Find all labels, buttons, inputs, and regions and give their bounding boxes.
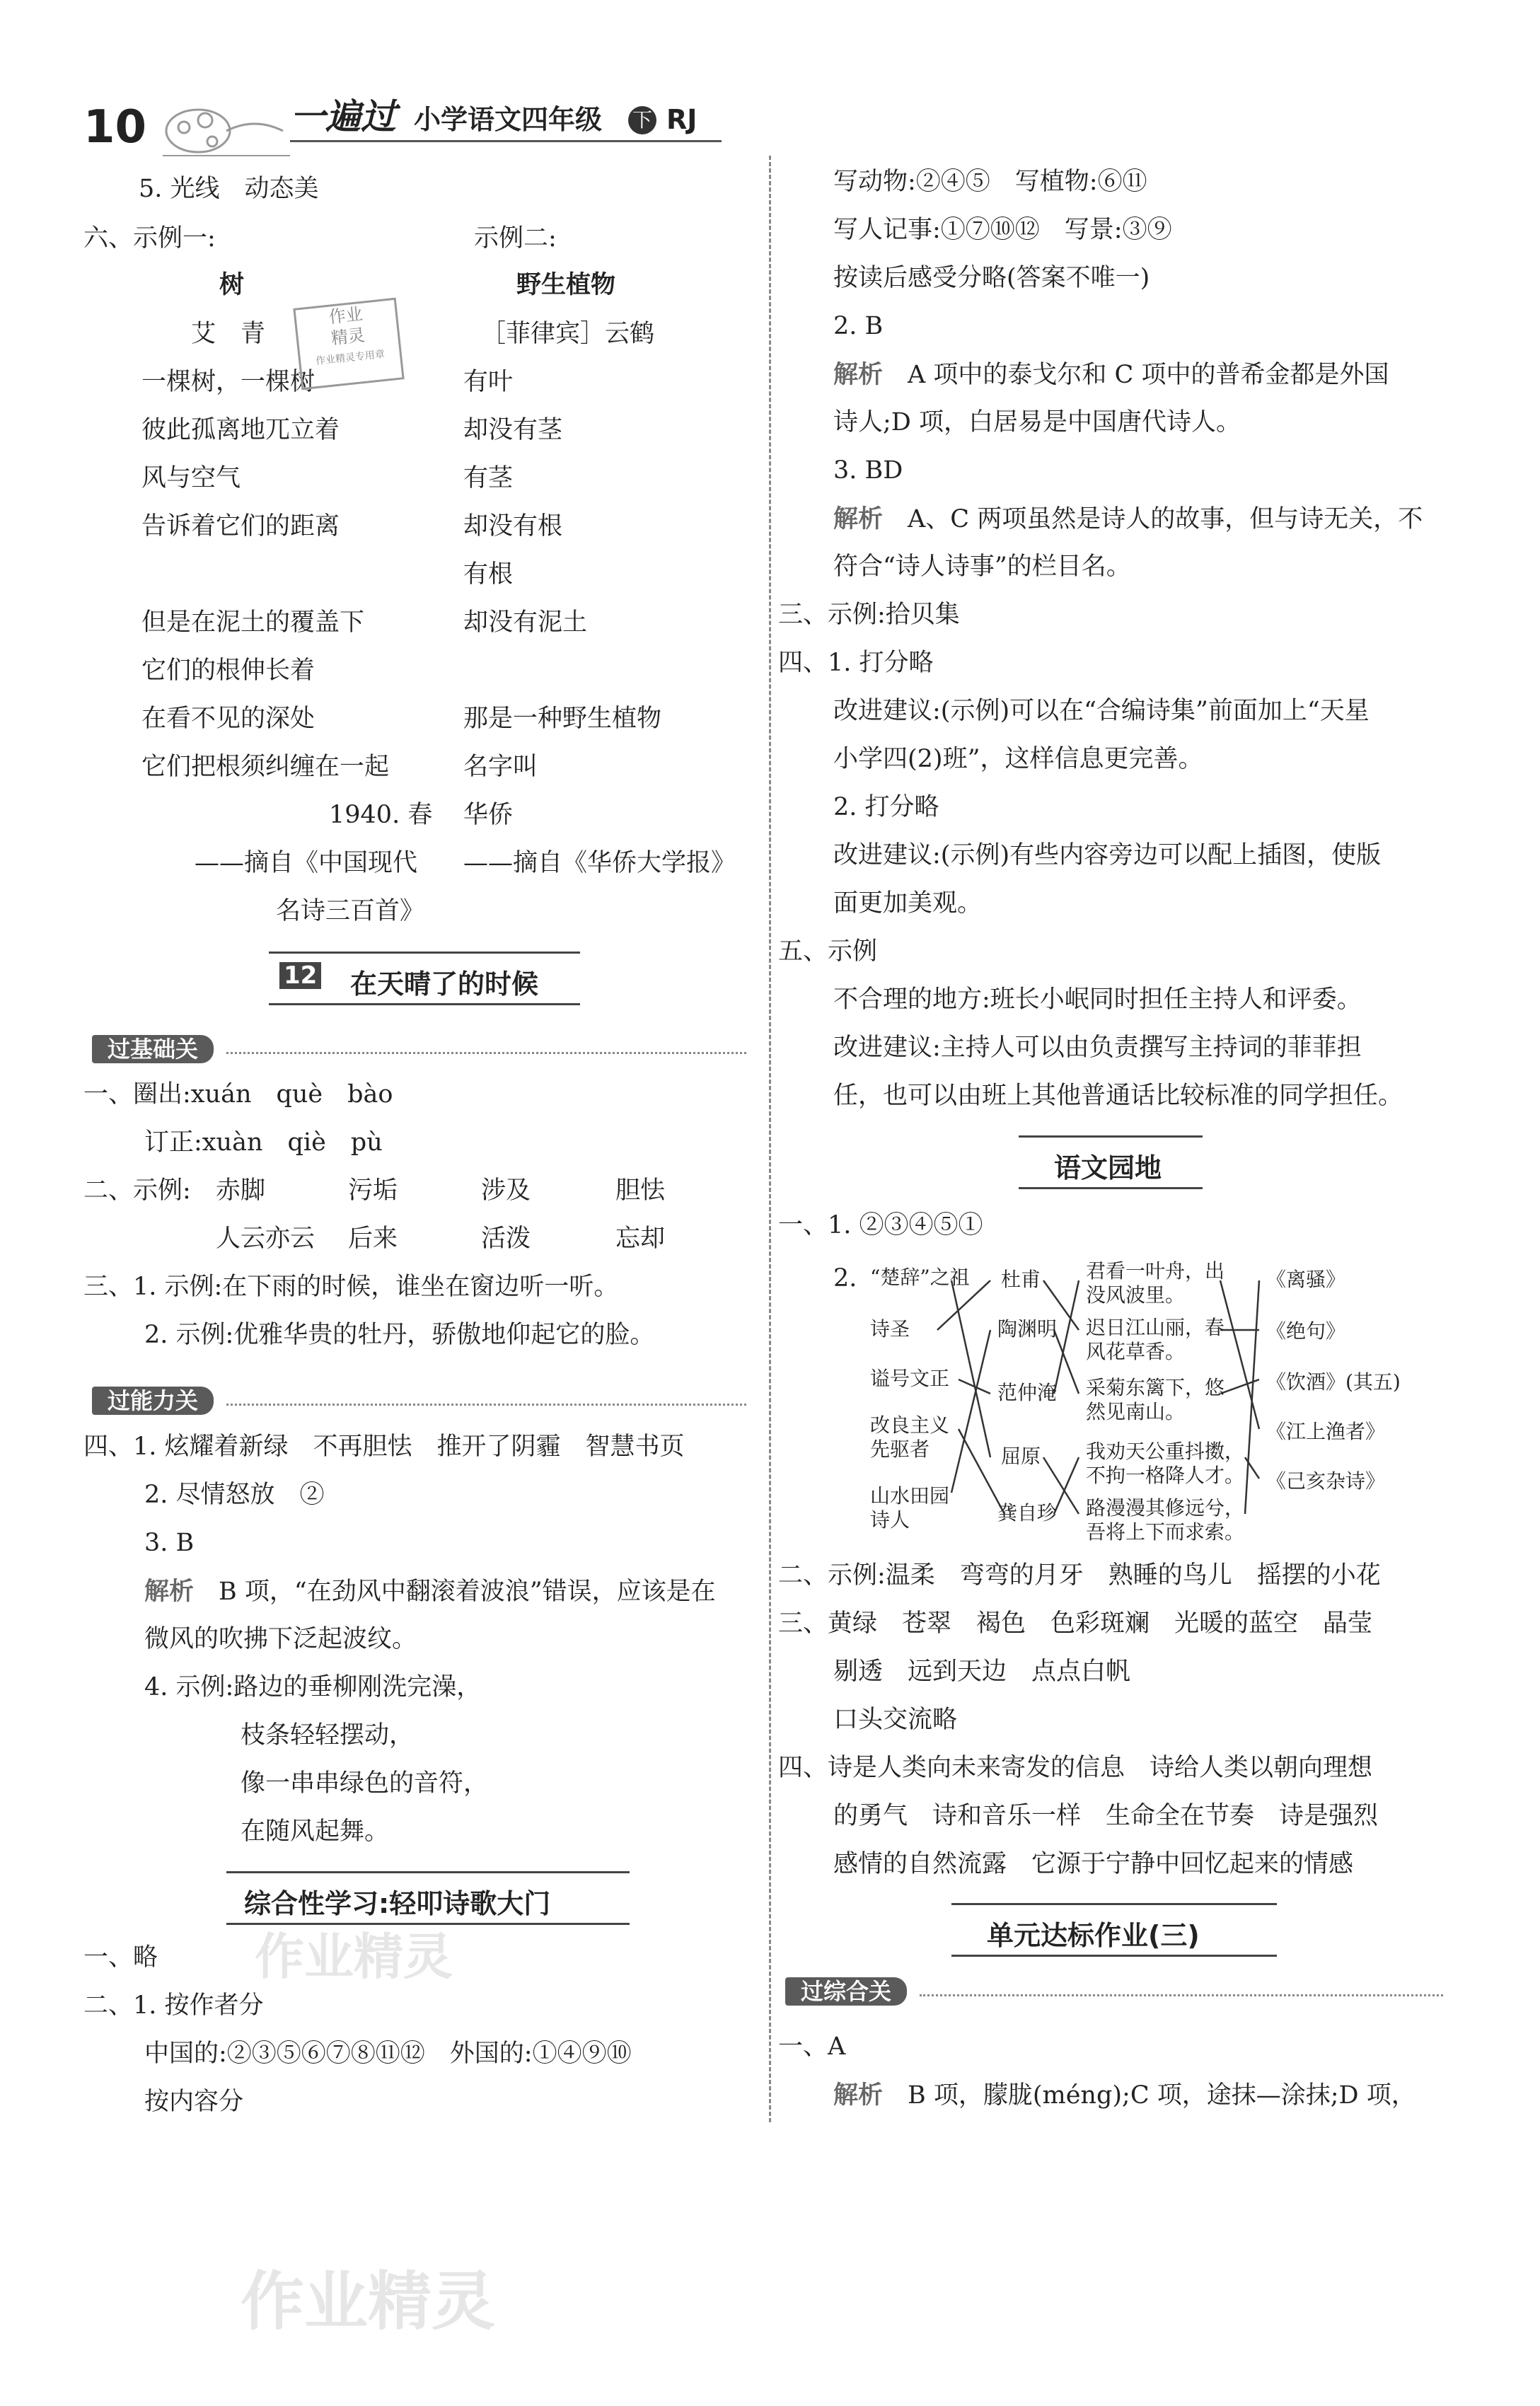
poem2-line: 名字叫 [463,753,538,781]
answer-label: 二、示例: [83,1176,191,1205]
answer-line: 改进建议:(示例)可以在“合编诗集”前面加上“天星 [833,697,1370,725]
answer-line: 中国的:②③⑤⑥⑦⑧⑪⑫ 外国的:①④⑨⑩ [144,2040,632,2068]
match-work: 《己亥杂诗》 [1266,1469,1386,1493]
answer-line: 三、黄绿 苍翠 褐色 色彩斑斓 光暖的蓝空 晶莹 [778,1609,1373,1638]
analysis-line: 诗人;D 项，白居易是中国唐代诗人。 [833,408,1241,436]
answer-line: 三、示例:拾贝集 [778,601,960,629]
answer-line: 改进建议:(示例)有些内容旁边可以配上插图，使版 [833,841,1382,869]
match-work: 《离骚》 [1266,1268,1346,1291]
poem1-source: ——摘自《中国现代 [195,849,418,877]
stamp-text: 作业 [328,303,364,328]
stamp-text: 作业精灵专用章 [315,348,386,367]
answer-line: 按读后感受分略(答案不唯一) [833,264,1150,292]
poem2-source: ——摘自《华侨大学报》 [463,849,736,877]
poem2-line: 华侨 [463,801,514,829]
section-title: 单元达标作业(三) [987,1920,1200,1951]
subject-title: 小学语文四年级 [414,104,603,135]
answer-5: 5. 光线 动态美 [139,175,319,203]
band-dots [226,1052,746,1054]
stamp-text: 精灵 [330,325,366,349]
poem2-line: 有叶 [463,368,514,396]
word-item: 活泼 [481,1225,531,1253]
answer-line: 四、1. 打分略 [778,649,934,677]
answer-line: 像一串串绿色的音符， [241,1769,489,1798]
answer-line: 不合理的地方:班长小岷同时担任主持人和评委。 [833,985,1362,1014]
analysis-line [833,2083,1416,2108]
poem2-line: 有茎 [463,464,514,492]
watermark: 作业精灵 [255,1927,453,1986]
answer-line: 面更加美观。 [833,889,983,918]
poem1-line: 但是在泥土的覆盖下 [141,608,365,637]
match-term: “楚辞”之祖 [870,1266,970,1289]
poem1-source: 名诗三百首》 [276,897,425,925]
word-item: 污垢 [348,1176,398,1205]
poem2-line: 却没有茎 [463,416,563,444]
match-poet: 陶渊明 [997,1317,1058,1341]
match-verse: 路漫漫其修远兮，吾将上下而求索。 [1086,1496,1245,1544]
answer-line: 4. 示例:路边的垂柳刚洗完澡， [144,1673,482,1701]
band-label: 过综合关 [785,1977,907,2006]
word-item: 人云亦云 [216,1225,315,1253]
section-title: 综合性学习:轻叩诗歌大门 [244,1888,551,1919]
poem1-line: 彼此孤离地兀立着 [141,416,340,444]
answer-line: 枝条轻轻摆动， [241,1721,415,1749]
poem2-title: 野生植物 [516,270,616,299]
word-item: 赤脚 [216,1176,266,1205]
match-verse: 我劝天公重抖擞，不拘一格降人才。 [1086,1440,1245,1487]
answer-line: 二、示例:温柔 弯弯的月牙 熟睡的鸟儿 摇摆的小花 [778,1561,1381,1590]
match-verse: 君看一叶舟，出没风波里。 [1086,1259,1225,1307]
match-term: 谥号文正 [870,1367,950,1390]
poem2-line: 那是一种野生植物 [463,705,662,733]
answer-line: 写人记事:①⑦⑩⑫ 写景:③⑨ [833,216,1172,244]
band-dots [920,1994,1443,1996]
answer-line: 3. B [144,1529,195,1557]
answer-line: 2. 打分略 [833,793,939,821]
poem2-author: ［菲律宾］云鹤 [481,320,655,348]
poem1-author: 艾 青 [191,320,266,348]
poem1-line: 它们把根须纠缠在一起 [141,753,390,781]
answer-line: 感情的自然流露 它源于宁静中回忆起来的情感 [833,1850,1354,1878]
match-poet: 龚自珍 [997,1501,1058,1525]
answer-line: 3. BD [833,456,903,485]
analysis-label: 解析 [833,360,884,389]
answer-line: 五、示例 [778,937,878,966]
match-work: 《江上渔者》 [1266,1420,1386,1443]
match-work: 《绝句》 [1266,1319,1346,1343]
poem1-line: 告诉着它们的距离 [141,512,340,540]
match-term: 诗圣 [870,1317,910,1341]
match-verse: 采菊东篱下，悠然见南山。 [1086,1376,1225,1423]
analysis-line [833,362,1389,388]
answer-line: 按内容分 [144,2088,244,2116]
band-label: 过基础关 [92,1035,214,1063]
answer-line: 四、诗是人类向未来寄发的信息 诗给人类以朝向理想 [778,1754,1373,1782]
lesson-number: 12 [279,962,321,989]
answer-line: 一、略 [83,1943,158,1972]
header-decoration-icon [156,88,297,166]
matching-diagram [863,1259,1401,1556]
answer-line: 的勇气 诗和音乐一样 生命全在节奏 诗是强烈 [833,1802,1379,1830]
page-number: 10 [83,101,147,154]
analysis-line: 符合“诗人诗事”的栏目名。 [833,553,1131,581]
poem1-line: 它们的根伸长着 [141,657,315,685]
match-poet: 范仲淹 [997,1381,1058,1404]
match-work: 《饮酒》(其五) [1266,1370,1401,1394]
edition-label: RJ [666,104,697,135]
section-band-basic [92,1035,746,1063]
section-band-ability [92,1387,746,1415]
answer-line: 2. 尽情怒放 ② [144,1481,325,1509]
analysis-label: 解析 [144,1577,195,1606]
match-verse: 迟日江山丽，春风花草香。 [1086,1316,1225,1363]
answer-line: 剔透 远到天边 点点白帆 [833,1658,1131,1686]
answer-line: 2. [833,1264,857,1292]
section-band-comprehensive [785,1977,1443,2006]
q6-label-2: 示例二: [474,224,557,253]
answer-line: 一、1. ②③④⑤① [778,1211,983,1239]
analysis-line [833,504,1423,533]
match-term: 山水田园诗人 [870,1484,950,1532]
q6-label: 六、示例一: [83,224,216,253]
stamp-seal [293,298,404,391]
analysis-text: B 项，“在劲风中翻滚着波浪”错误，应该是在 [219,1578,716,1606]
lesson-title: 在天晴了的时候 [350,968,539,1000]
answer-line: 2. 示例:优雅华贵的牡丹，骄傲地仰起它的脸。 [144,1321,655,1349]
header-rule [290,140,722,142]
answer-line: 在随风起舞。 [241,1817,390,1846]
answer-line: 改进建议:主持人可以由负责撰写主持词的菲菲担 [833,1034,1362,1062]
brand-logo: 一遍过 [290,96,396,137]
match-poet: 屈原 [1001,1445,1041,1468]
answer-line: 小学四(2)班”，这样信息更完善。 [833,745,1203,773]
analysis-line [144,1579,716,1604]
analysis-text: A 项中的泰戈尔和 C 项中的普希金都是外国 [908,361,1389,389]
match-term: 改良主义先驱者 [870,1413,950,1461]
analysis-text: B 项，朦胧(méng);C 项，途抹—涂抹;D 项， [908,2081,1416,2110]
answer-line: 写动物:②④⑤ 写植物:⑥⑪ [833,168,1147,196]
poem2-line: 却没有泥土 [463,608,588,637]
poem1-date: 1940. 春 [329,801,433,829]
poem1-line: 一棵树，一棵树 [141,368,315,396]
word-item: 胆怯 [615,1176,666,1205]
answer-line: 三、1. 示例:在下雨的时候，谁坐在窗边听一听。 [83,1273,619,1301]
analysis-text: A、C 两项虽然是诗人的故事，但与诗无关，不 [908,505,1423,533]
answer-line: 订正:xuàn qiè pù [144,1128,383,1157]
poem1-line: 风与空气 [141,464,241,492]
answer-line: 任，也可以由班上其他普通话比较标准的同学担任。 [833,1082,1403,1110]
poem1-title: 树 [219,270,245,299]
analysis-line: 微风的吹拂下泛起波纹。 [144,1625,417,1653]
watermark: 作业精灵 [241,2264,495,2339]
poem2-line: 有根 [463,560,514,589]
word-item: 涉及 [481,1176,531,1205]
analysis-label: 解析 [833,504,884,533]
band-dots [226,1404,746,1406]
answer-line: 二、1. 按作者分 [83,1991,264,2020]
section-title: 语文园地 [1054,1152,1162,1184]
answer-line: 一、圈出:xuán què bào [83,1080,393,1109]
answer-line: 一、A [778,2032,846,2061]
analysis-label: 解析 [833,2081,884,2110]
poem1-line: 在看不见的深处 [141,705,315,733]
volume-badge: 下 [628,106,656,134]
answer-line: 口头交流略 [833,1706,958,1734]
answer-line: 四、1. 炫耀着新绿 不再胆怯 推开了阴霾 智慧书页 [83,1433,685,1461]
match-poet: 杜甫 [1001,1268,1041,1291]
band-label: 过能力关 [92,1387,214,1415]
word-item: 忘却 [615,1225,666,1253]
answer-line: 2. B [833,312,884,340]
poem2-line: 却没有根 [463,512,563,540]
word-item: 后来 [348,1225,398,1253]
column-divider [769,156,771,2122]
